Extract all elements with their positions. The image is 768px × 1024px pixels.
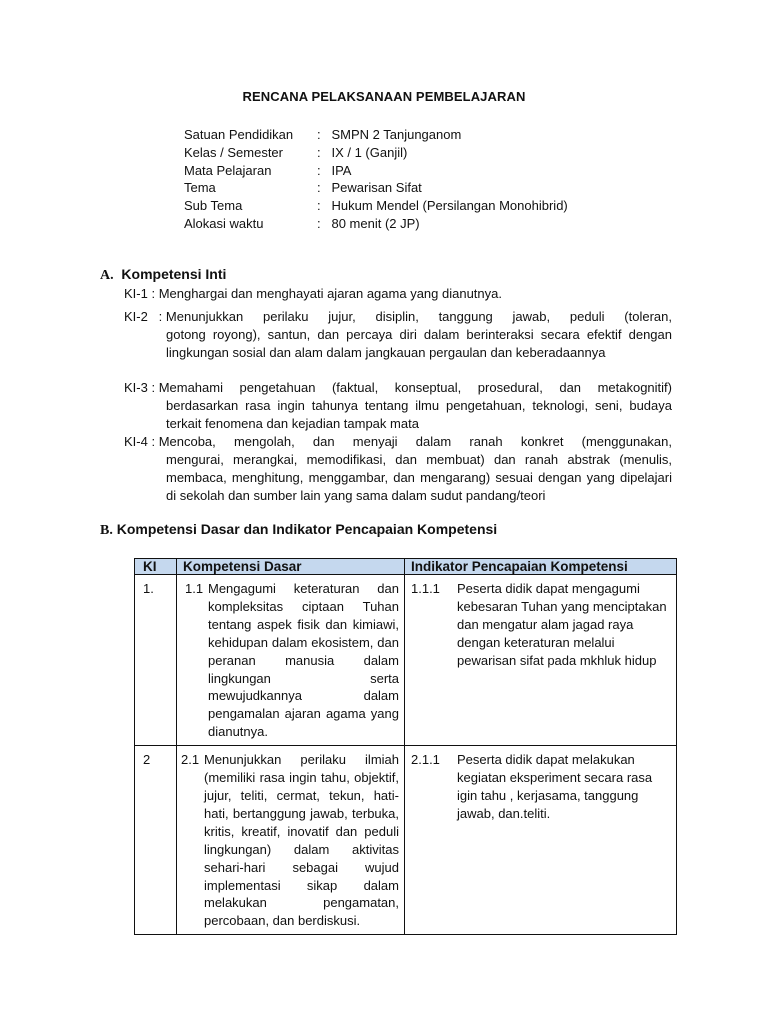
column-header-kompetensi-dasar: Kompetensi Dasar — [177, 559, 405, 575]
ki-text: Mencoba, mengolah, dan menyaji dalam ranah konkret (menggunakan, — [158, 434, 672, 449]
identity-value: Hukum Mendel (Persilangan Monohibrid) — [331, 198, 568, 214]
ki-number: 1. — [135, 575, 177, 746]
identity-separator: : — [317, 127, 321, 142]
identity-row — [184, 179, 568, 197]
ki-separator: : — [147, 286, 159, 301]
identity-block — [184, 126, 568, 233]
identity-separator: : — [317, 215, 321, 231]
competency-table — [134, 558, 677, 935]
ki-separator: : — [147, 309, 166, 324]
identity-separator: : — [317, 162, 321, 178]
kd-text: Mengagumi keteraturan dan kompleksitas ciptaan Tuhan tentang aspek fisik dan kimiawi, kehidupan dalam ekosistem, dan peranan manusia dalam lingkungan serta mewujudkannya dalam pengamalan ajaran agama yang dianutnya. — [208, 581, 399, 740]
ki-text-continued: mengurai, merangkai, memodifikasi, dan membuat) dan ranah abstrak (menulis, membaca, menghitung, menggambar, dan mengarang) sesuai dengan yang dipelajari di sekolah dan sumber lain yang sama dalam sudut pandang/teori — [166, 452, 672, 503]
indicator-number: 2.1.1 — [411, 752, 440, 768]
identity-separator: : — [317, 180, 321, 196]
ki-separator: : — [147, 380, 159, 395]
indicator-cell — [405, 746, 677, 935]
column-header-indikator: Indikator Pencapaian Kompetensi — [405, 559, 677, 575]
ki-text: Memahami pengetahuan (faktual, konseptual, prosedural, dan metakognitif) — [158, 380, 672, 395]
document-title: RENCANA PELAKSANAAN PEMBELAJARAN — [242, 89, 526, 104]
indicator-text: Peserta didik dapat melakukan kegiatan eksperiment secara rasa igin tahu , kerjasama, tanggung jawab, dan.teliti. — [457, 752, 653, 821]
kd-cell — [177, 575, 405, 746]
ki-code: KI-4 — [124, 434, 148, 449]
identity-label: Tema — [184, 180, 216, 196]
identity-row — [184, 197, 568, 215]
ki-code: KI-1 — [124, 286, 148, 301]
kd-number: 2.1 — [181, 752, 200, 768]
kd-text: Menunjukkan perilaku ilmiah (memiliki rasa ingin tahu, objektif, jujur, teliti, cermat, tekun, hati-hati, bertanggung jawab, terbuka, kritis, kreatif, inovatif dan peduli lingkungan) dalam aktivitas sehari-hari sebagai wujud implementasi sikap dalam melakukan pengamatan, percobaan, dan berdiskusi. — [204, 752, 399, 929]
identity-value: IX / 1 (Ganjil) — [331, 144, 408, 160]
section-letter: A. — [100, 268, 114, 283]
kd-cell — [177, 746, 405, 935]
table-row — [135, 575, 677, 746]
section-title: Kompetensi Dasar dan Indikator Pencapaian Kompetensi — [116, 521, 498, 537]
indicator-number: 1.1.1 — [411, 581, 440, 596]
identity-label: Alokasi waktu — [184, 215, 264, 231]
table-row — [135, 746, 677, 935]
indicator-cell — [405, 575, 677, 746]
section-letter: B. — [100, 523, 113, 538]
identity-value: SMPN 2 Tanjunganom — [331, 127, 462, 142]
identity-value: Pewarisan Sifat — [331, 180, 422, 196]
table-header-row — [135, 559, 677, 575]
ki-code: KI-3 — [124, 380, 148, 395]
identity-label: Mata Pelajaran — [184, 162, 272, 178]
ki-item — [124, 285, 672, 303]
ki-text: Menghargai dan menghayati ajaran agama yang dianutnya. — [158, 286, 502, 301]
ki-code: KI-2 — [124, 309, 148, 324]
identity-label: Sub Tema — [184, 198, 243, 214]
identity-value: IPA — [331, 162, 352, 178]
identity-label: Satuan Pendidikan — [184, 127, 294, 142]
identity-row — [184, 126, 568, 144]
identity-value: 80 menit (2 JP) — [331, 215, 420, 231]
column-header-ki: KI — [135, 559, 177, 575]
ki-item — [124, 379, 672, 433]
identity-separator: : — [317, 144, 321, 160]
identity-label: Kelas / Semester — [184, 144, 283, 160]
section-a-heading — [100, 266, 226, 284]
identity-row — [184, 162, 568, 180]
ki-separator: : — [147, 434, 159, 449]
section-b-heading — [100, 521, 497, 539]
indicator-text: Peserta didik dapat mengagumi kebesaran Tuhan yang menciptakan dan mengatur alam jagad raya dengan keteraturan melalui pewarisan sifat pada mkhluk hidup — [457, 581, 667, 668]
kd-number: 1.1 — [185, 581, 204, 596]
ki-item — [124, 308, 672, 362]
ki-number: 2 — [135, 746, 177, 935]
identity-separator: : — [317, 198, 321, 214]
ki-item — [124, 433, 672, 505]
identity-row — [184, 144, 568, 162]
ki-text-continued: gotong royong), santun, dan percaya diri dalam berinteraksi secara efektif dengan lingkungan sosial dan alam dalam jangkauan pergaulan dan keberadaannya — [166, 327, 672, 360]
section-title: Kompetensi Inti — [121, 266, 227, 282]
ki-text-continued: berdasarkan rasa ingin tahunya tentang ilmu pengetahuan, teknologi, seni, budaya terkait fenomena dan kejadian tampak mata — [166, 398, 672, 431]
identity-row — [184, 215, 568, 233]
ki-text: Menunjukkan perilaku jujur, disiplin, tanggung jawab, peduli (toleran, — [165, 309, 672, 324]
